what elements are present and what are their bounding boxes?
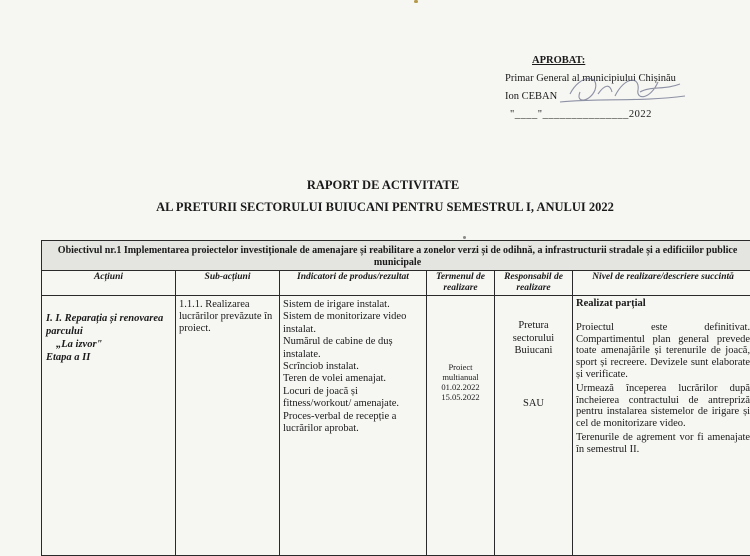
- cell-status: [573, 296, 750, 556]
- indicator-item: Scrînciob instalat.: [283, 361, 423, 373]
- indicator-item: Numărul de cabine de duș instalate.: [283, 336, 423, 361]
- header-sub-actions: Sub-acțiuni: [176, 271, 280, 296]
- status-paragraph: Urmează începerea lucrărilor după încheierea contractului de antrepriză pentru instalarea sistemelor de irigare și cel de monitorizare video.: [576, 383, 750, 430]
- header-term: Termenul de realizare: [427, 271, 495, 296]
- term-line: 15.05.2022: [430, 392, 491, 402]
- indicator-item: Proces-verbal de recepție a lucrărilor aprobat.: [283, 411, 423, 436]
- indicator-item: Locuri de joacă și fitness/workout/ amenajate.: [283, 386, 423, 411]
- cell-sub-action: 1.1.1. Realizarea lucrărilor prevăzute în proiect.: [176, 296, 280, 556]
- approval-mayor-line: Primar General al municipiului Chișinău: [505, 70, 676, 88]
- indicator-item: Sistem de irigare instalat.: [283, 299, 423, 311]
- approval-title: APROBAT:: [505, 52, 676, 70]
- header-responsible: Responsabil de realizare: [495, 271, 573, 296]
- table-row: [42, 296, 750, 556]
- responsible-line: Pretura: [498, 320, 569, 333]
- cell-term: [427, 296, 495, 556]
- objective-row: Obiectivul nr.1 Implementarea proiectelor investiționale de amenajare și reabilitare a zonelor verzi și de odihnă, a infrastructurii stradale și a edificiilor publice municipale: [42, 241, 750, 271]
- responsible-line: sectorului: [498, 333, 569, 346]
- header-actions: Acțiuni: [42, 271, 176, 296]
- indicator-item: Teren de volei amenajat.: [283, 373, 423, 385]
- ink-speck: [463, 236, 466, 239]
- table-header-row: [42, 271, 750, 296]
- action-line: I. I. Reparația și renovarea: [46, 312, 172, 325]
- term-line: 01.02.2022: [430, 382, 491, 392]
- cell-action: [42, 296, 176, 556]
- action-line: Etapa a II: [46, 351, 172, 364]
- responsible-secondary: SAU: [498, 398, 569, 411]
- cell-responsible: [495, 296, 573, 556]
- term-line: multianual: [430, 372, 491, 382]
- handwritten-signature: [540, 72, 690, 110]
- action-line: „La izvor": [46, 338, 172, 351]
- header-status: Nivel de realizare/descriere succintă: [573, 271, 750, 296]
- status-paragraph: Proiectul este definitivat. Compartimentul plan general prevede toate amenajările și terenurile de joacă, sport și recreere. Devizele sunt elaborate și verificate.: [576, 322, 750, 381]
- status-paragraph: Terenurile de agrement vor fi amenajate în semestrul II.: [576, 432, 750, 456]
- cell-indicators: [280, 296, 427, 556]
- status-title: Realizat parțial: [576, 298, 750, 310]
- approval-name-line: Ion CEBAN: [505, 88, 676, 106]
- activity-table: [41, 240, 750, 556]
- term-line: Proiect: [430, 362, 491, 372]
- header-indicators: Indicatori de produs/rezultat: [280, 271, 427, 296]
- indicator-item: Sistem de monitorizare video instalat.: [283, 311, 423, 336]
- ink-speck: [414, 0, 418, 3]
- approval-date-line: "____"_______________2022: [505, 106, 676, 124]
- action-line: parcului: [46, 325, 172, 338]
- responsible-line: Buiucani: [498, 345, 569, 358]
- report-subtitle: AL PRETURII SECTORULUI BUIUCANI PENTRU SEMESTRUL I, ANULUI 2022: [10, 200, 750, 215]
- report-title: RAPORT DE ACTIVITATE: [8, 178, 750, 193]
